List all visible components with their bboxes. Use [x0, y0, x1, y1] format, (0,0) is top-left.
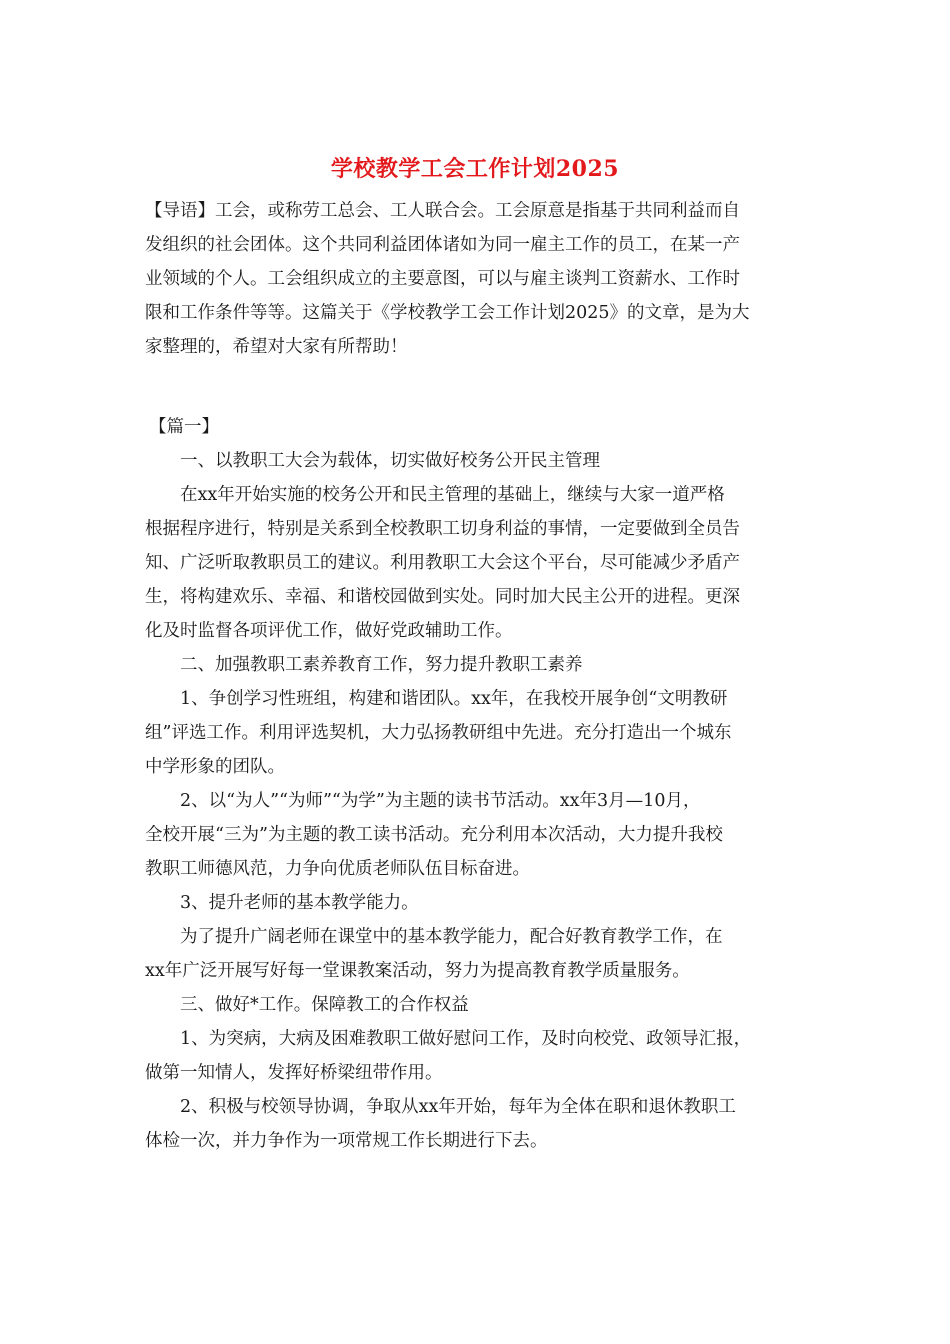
- heading-3: 三、做好*工作。保障教工的合作权益: [180, 995, 469, 1015]
- paragraph-line: 根据程序进行，特别是关系到全校教职工切身利益的事情，一定要做到全员告: [145, 519, 740, 539]
- paragraph-line: 为了提升广阔老师在课堂中的基本教学能力，配合好教育教学工作，在: [180, 927, 723, 947]
- intro-line: 【导语】工会，或称劳工总会、工人联合会。工会原意是指基于共同利益而自: [145, 201, 740, 221]
- paragraph-line: 2、积极与校领导协调，争取从xx年开始，每年为全体在职和退休教职工: [180, 1097, 736, 1117]
- paragraph-line: 全校开展“三为”为主题的教工读书活动。充分利用本次活动，大力提升我校: [145, 825, 723, 845]
- document-title: 学校教学工会工作计划2025: [330, 156, 620, 182]
- paragraph-line: 在xx年开始实施的校务公开和民主管理的基础上，继续与大家一道严格: [180, 485, 725, 505]
- paragraph-line: 中学形象的团队。: [145, 757, 285, 777]
- section-label: 【篇一】: [149, 417, 219, 437]
- intro-line: 家整理的，希望对大家有所帮助！: [145, 337, 408, 357]
- heading-2: 二、加强教职工素养教育工作，努力提升教职工素养: [180, 655, 583, 675]
- paragraph: [145, 478, 811, 648]
- paragraph-line: 化及时监督各项评优工作，做好党政辅助工作。: [145, 621, 513, 641]
- intro-text: [145, 194, 811, 364]
- paragraph: [145, 1022, 811, 1090]
- paragraph-line: 知、广泛听取教职员工的建议。利用教职工大会这个平台，尽可能减少矛盾产: [145, 553, 740, 573]
- paragraph: [145, 920, 811, 988]
- document-body: [145, 410, 811, 1158]
- paragraph: [145, 682, 811, 784]
- intro-line: 业领域的个人。工会组织成立的主要意图，可以与雇主谈判工资薪水、工作时: [145, 269, 740, 289]
- paragraph-line: 1、为突病，大病及困难教职工做好慰问工作，及时向校党、政领导汇报，: [180, 1029, 752, 1049]
- intro-line: 发组织的社会团体。这个共同利益团体诸如为同一雇主工作的员工，在某一产: [145, 235, 740, 255]
- paragraph-line: 组”评选工作。利用评选契机，大力弘扬教研组中先进。充分打造出一个城东: [145, 723, 732, 743]
- paragraph-line: 2、以“为人”“为师”“为学”为主题的读书节活动。xx年3月—10月，: [180, 791, 701, 811]
- paragraph: [145, 784, 811, 886]
- paragraph-line: 教职工师德风范，力争向优质老师队伍目标奋进。: [145, 859, 530, 879]
- paragraph-line: 生，将构建欢乐、幸福、和谐校园做到实处。同时加大民主公开的进程。更深: [145, 587, 740, 607]
- paragraph-line: 1、争创学习性班组，构建和谐团队。xx年，在我校开展争创“文明教研: [180, 689, 728, 709]
- heading-1: 一、以教职工大会为载体，切实做好校务公开民主管理: [180, 451, 600, 471]
- paragraph-line: xx年广泛开展写好每一堂课教案活动，努力为提高教育教学质量服务。: [145, 961, 690, 981]
- intro-line: 限和工作条件等等。这篇关于《学校教学工会工作计划2025》的文章，是为大: [145, 303, 750, 323]
- paragraph-line: 体检一次，并力争作为一项常规工作长期进行下去。: [145, 1131, 548, 1151]
- paragraph: [145, 1090, 811, 1158]
- paragraph-line: 3、提升老师的基本教学能力。: [180, 893, 419, 913]
- paragraph-line: 做第一知情人，发挥好桥梁纽带作用。: [145, 1063, 443, 1083]
